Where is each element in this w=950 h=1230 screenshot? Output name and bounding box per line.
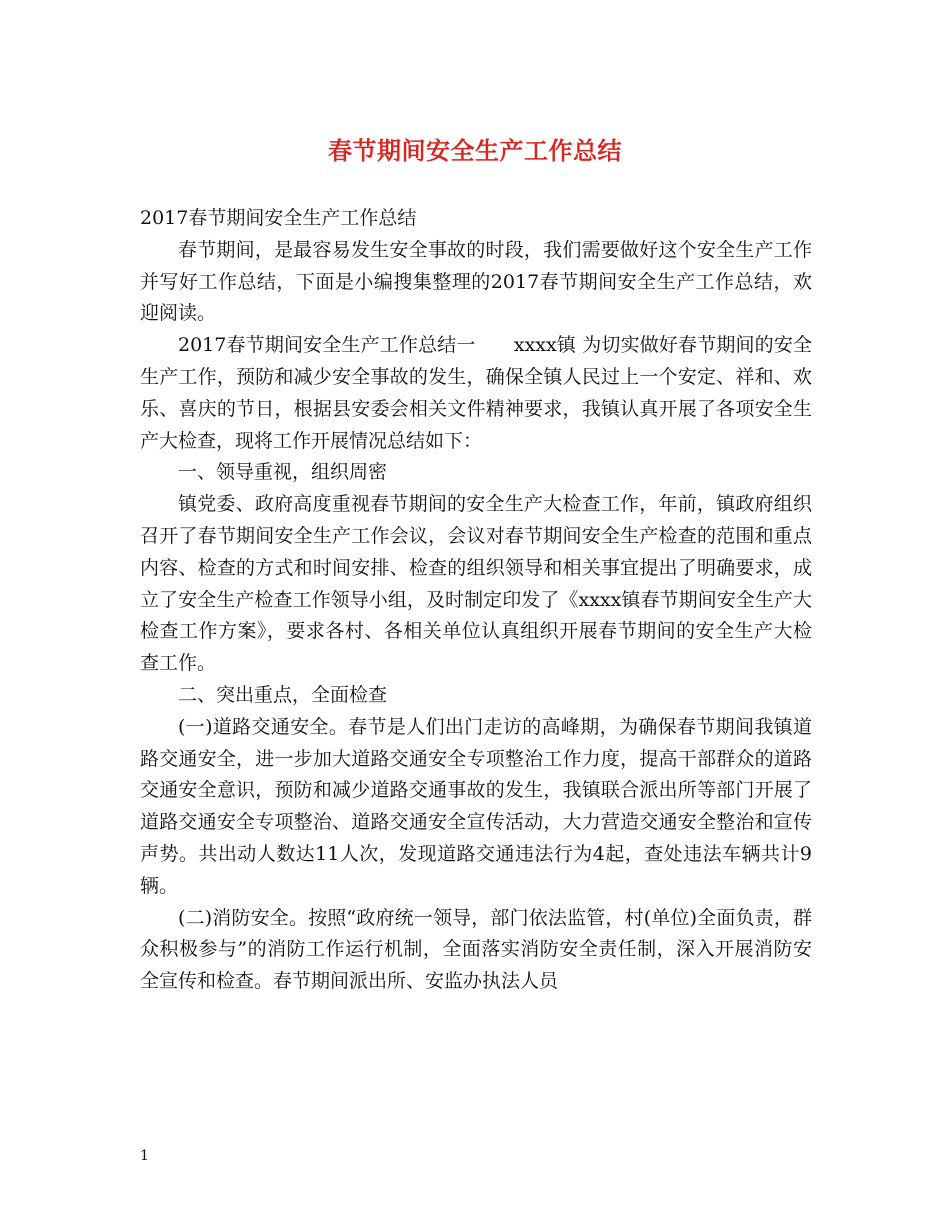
section-heading-inspection: 二、突出重点，全面检查 [178, 683, 388, 706]
leadership-paragraph: 镇党委、政府高度重视春节期间的安全生产大检查工作，年前，镇政府组织召开了春节期间安全生产工作会议，会议对春节期间安全生产检查的范围和重点内容、检查的方式和时间安排、检查的组织领导和相关事宜提出了明确要求，成立了安全生产检查工作领导小组，及时制定印发了《xxxx镇春节期间安全生产大检查工作方案》，要求各村、各相关单位认真组织开展春节期间的安全生产大检查工作。 [140, 493, 812, 675]
page-number: 1 [140, 1148, 149, 1164]
road-safety-paragraph: (一)道路交通安全。春节是人们出门走访的高峰期，为确保春节期间我镇道路交通安全，进一步加大道路交通安全专项整治工作力度，提高干部群众的道路交通安全意识，预防和减少道路交通事故的发生，我镇联合派出所等部门开展了道路交通安全专项整治、道路交通安全宣传活动，大力营造交通安全整治和宣传声势。共出动人数达11人次，发现道路交通违法行为4起，查处违法车辆共计9辆。 [140, 715, 812, 897]
intro-paragraph: 春节期间，是最容易发生安全事故的时段，我们需要做好这个安全生产工作并写好工作总结，下面是小编搜集整理的2017春节期间安全生产工作总结，欢迎阅读。 [140, 238, 812, 325]
section-heading-leadership: 一、领导重视，组织周密 [178, 461, 388, 484]
document-title: 春节期间安全生产工作总结 [328, 136, 622, 165]
fire-safety-paragraph: (二)消防安全。按照“政府统一领导，部门依法监管，村(单位)全面负责，群众积极参与”的消防工作运行机制，全面落实消防安全责任制，深入开展消防安全宣传和检查。春节期间派出所、安监办执法人员 [140, 906, 812, 993]
subtitle-paragraph: 2017春节期间安全生产工作总结 [140, 207, 417, 229]
summary-one-paragraph: 2017春节期间安全生产工作总结一 xxxx镇 为切实做好春节期间的安全生产工作，预防和减少安全事故的发生，确保全镇人民过上一个安定、祥和、欢乐、喜庆的节日，根据县安委会相关文件精神要求，我镇认真开展了各项安全生产大检查，现将工作开展情况总结如下： [140, 334, 812, 452]
document-body [140, 203, 812, 998]
